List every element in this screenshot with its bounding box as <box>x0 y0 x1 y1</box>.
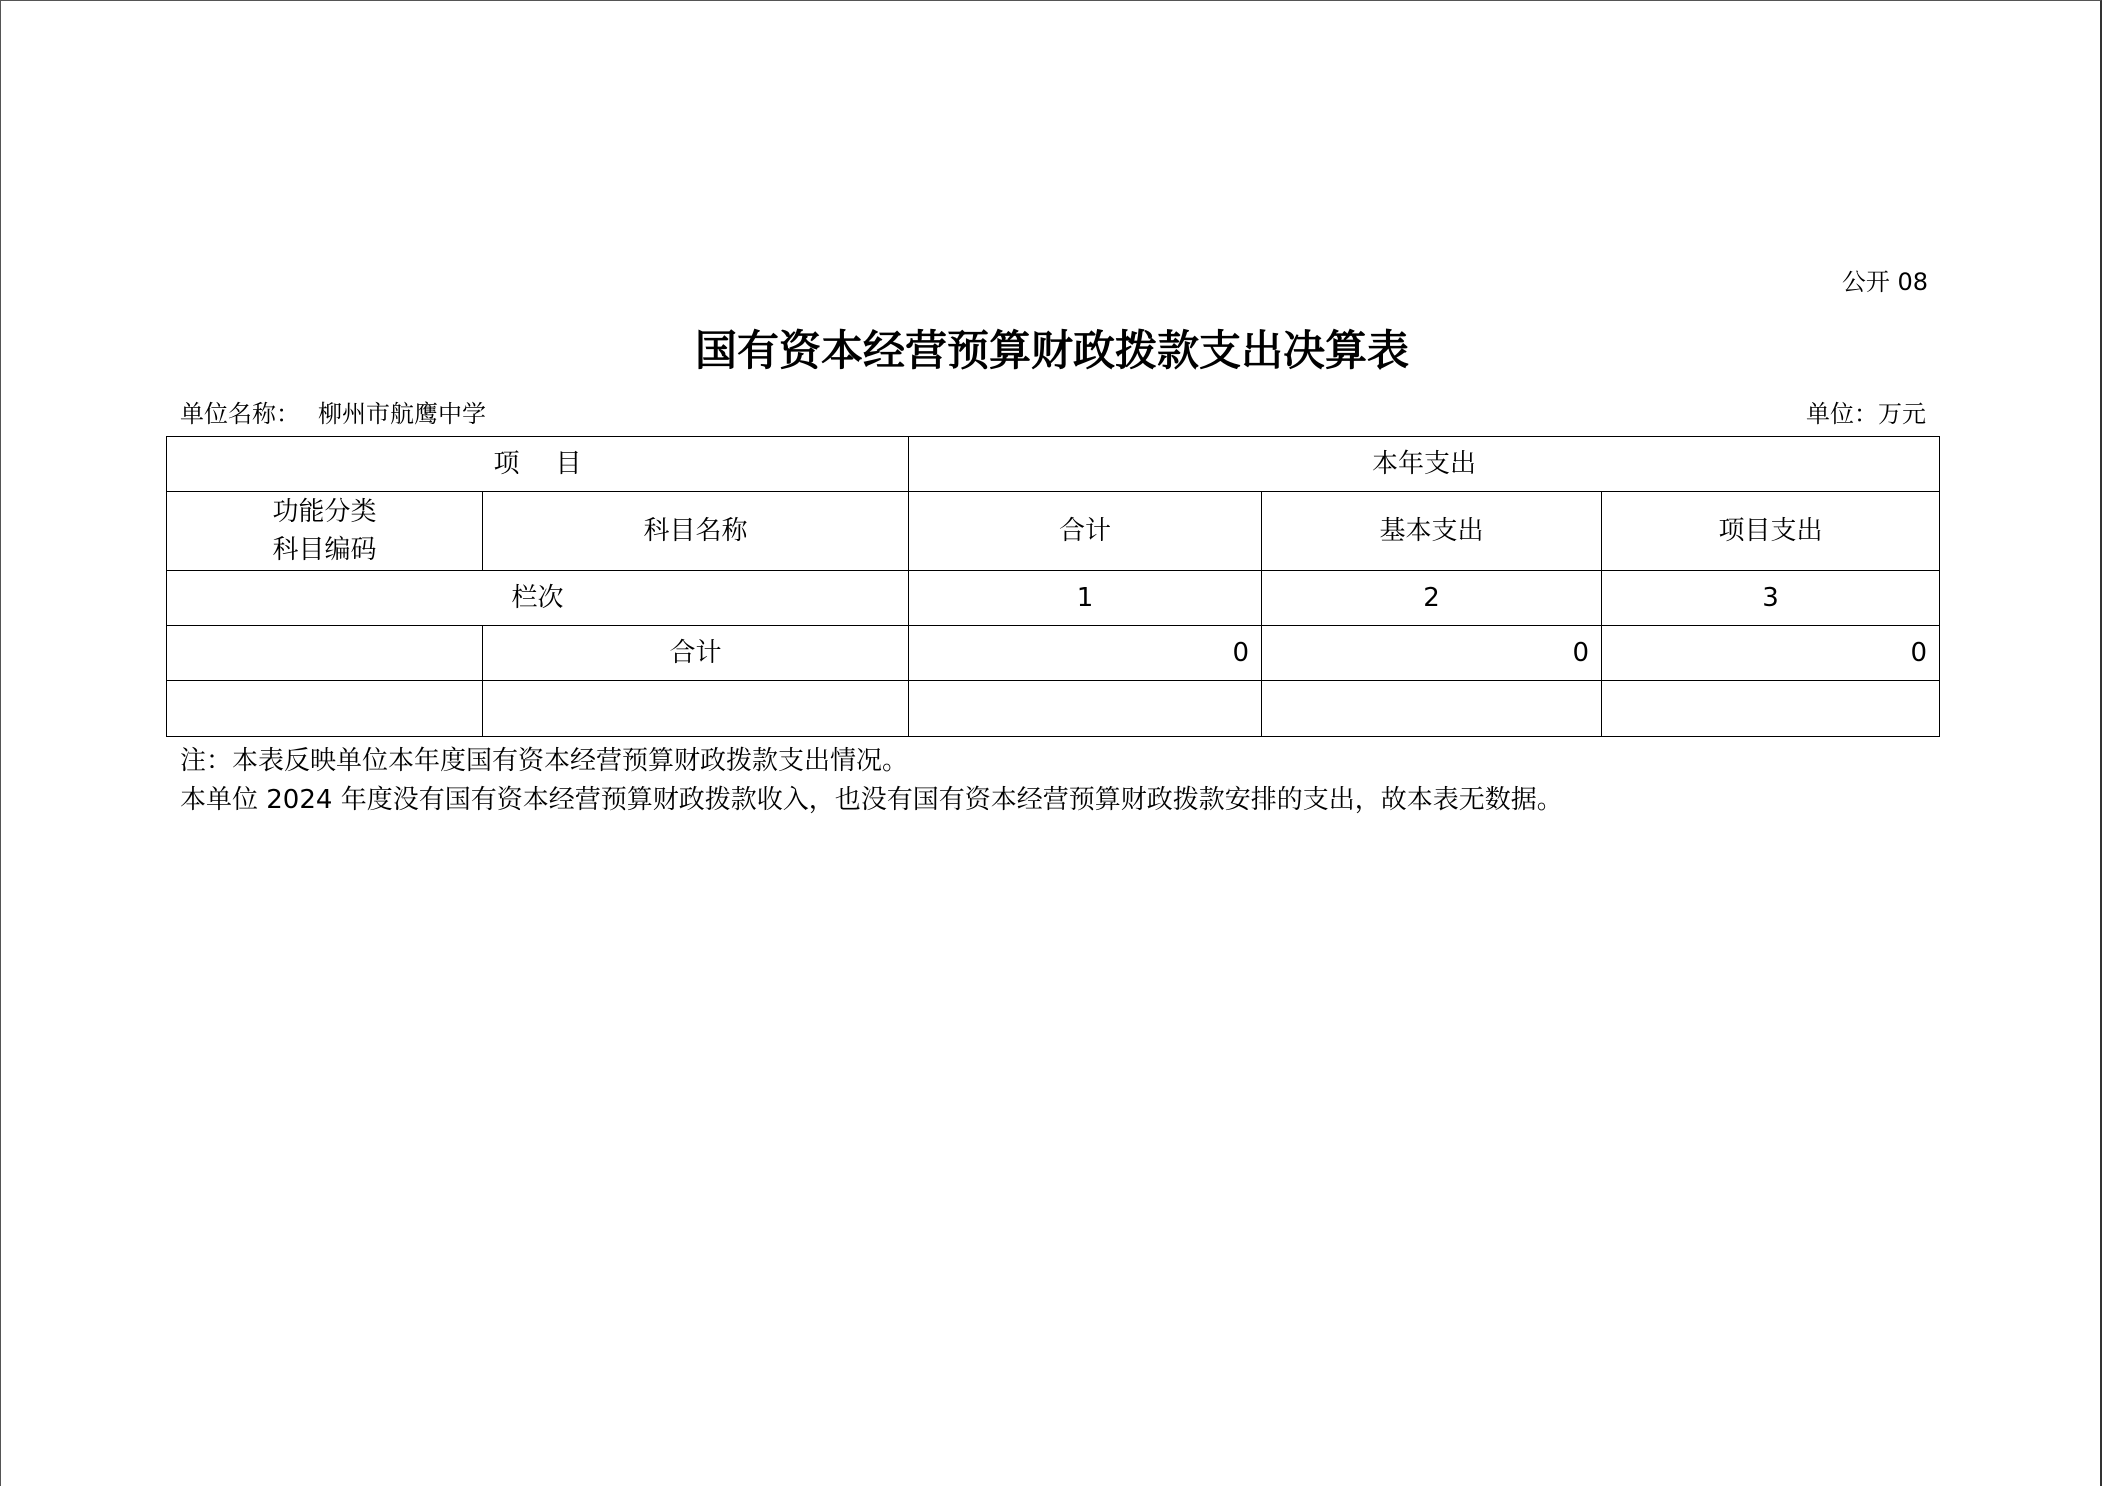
header-subject-name: 科目名称 <box>483 492 909 571</box>
empty-cell <box>1602 681 1940 737</box>
org-name: 柳州市航鹰中学 <box>318 400 486 428</box>
empty-cell <box>483 681 909 737</box>
index-col-2: 2 <box>1262 571 1602 626</box>
total-row-project: 0 <box>1602 626 1940 681</box>
header-function-code-line2: 科目编码 <box>272 535 377 565</box>
unit-label: 单位：万元 <box>1806 400 1926 428</box>
header-project: 项目 <box>167 437 909 492</box>
index-col-3: 3 <box>1602 571 1940 626</box>
header-basic-expense: 基本支出 <box>1262 492 1602 571</box>
empty-cell <box>167 681 483 737</box>
org-label: 单位名称： <box>180 400 300 428</box>
index-row <box>167 571 1940 626</box>
header-function-code <box>167 492 483 571</box>
empty-cell <box>1262 681 1602 737</box>
index-col-1: 1 <box>909 571 1262 626</box>
total-row-code <box>167 626 483 681</box>
header-project-expense: 项目支出 <box>1602 492 1940 571</box>
form-code: 公开 08 <box>1841 268 1928 296</box>
document-title: 国有资本经营预算财政拨款支出决算表 <box>694 326 1409 375</box>
budget-table <box>166 436 1940 737</box>
header-current-year-expense: 本年支出 <box>909 437 1940 492</box>
note-line-1: 注：本表反映单位本年度国有资本经营预算财政拨款支出情况。 <box>180 746 909 776</box>
org-info <box>180 394 486 429</box>
note-line-2: 本单位 2024 年度没有国有资本经营预算财政拨款收入，也没有国有资本经营预算财政拨款安排的支出，故本表无数据。 <box>180 785 1563 815</box>
header-row-1 <box>167 437 1940 492</box>
total-row-basic: 0 <box>1262 626 1602 681</box>
empty-cell <box>909 681 1262 737</box>
header-total: 合计 <box>909 492 1262 571</box>
total-row-total: 0 <box>909 626 1262 681</box>
total-row <box>167 626 1940 681</box>
empty-row <box>167 681 1940 737</box>
total-row-label: 合计 <box>483 626 909 681</box>
index-label: 栏次 <box>167 571 909 626</box>
header-function-code-line1: 功能分类 <box>272 497 377 527</box>
header-row-2 <box>167 492 1940 571</box>
